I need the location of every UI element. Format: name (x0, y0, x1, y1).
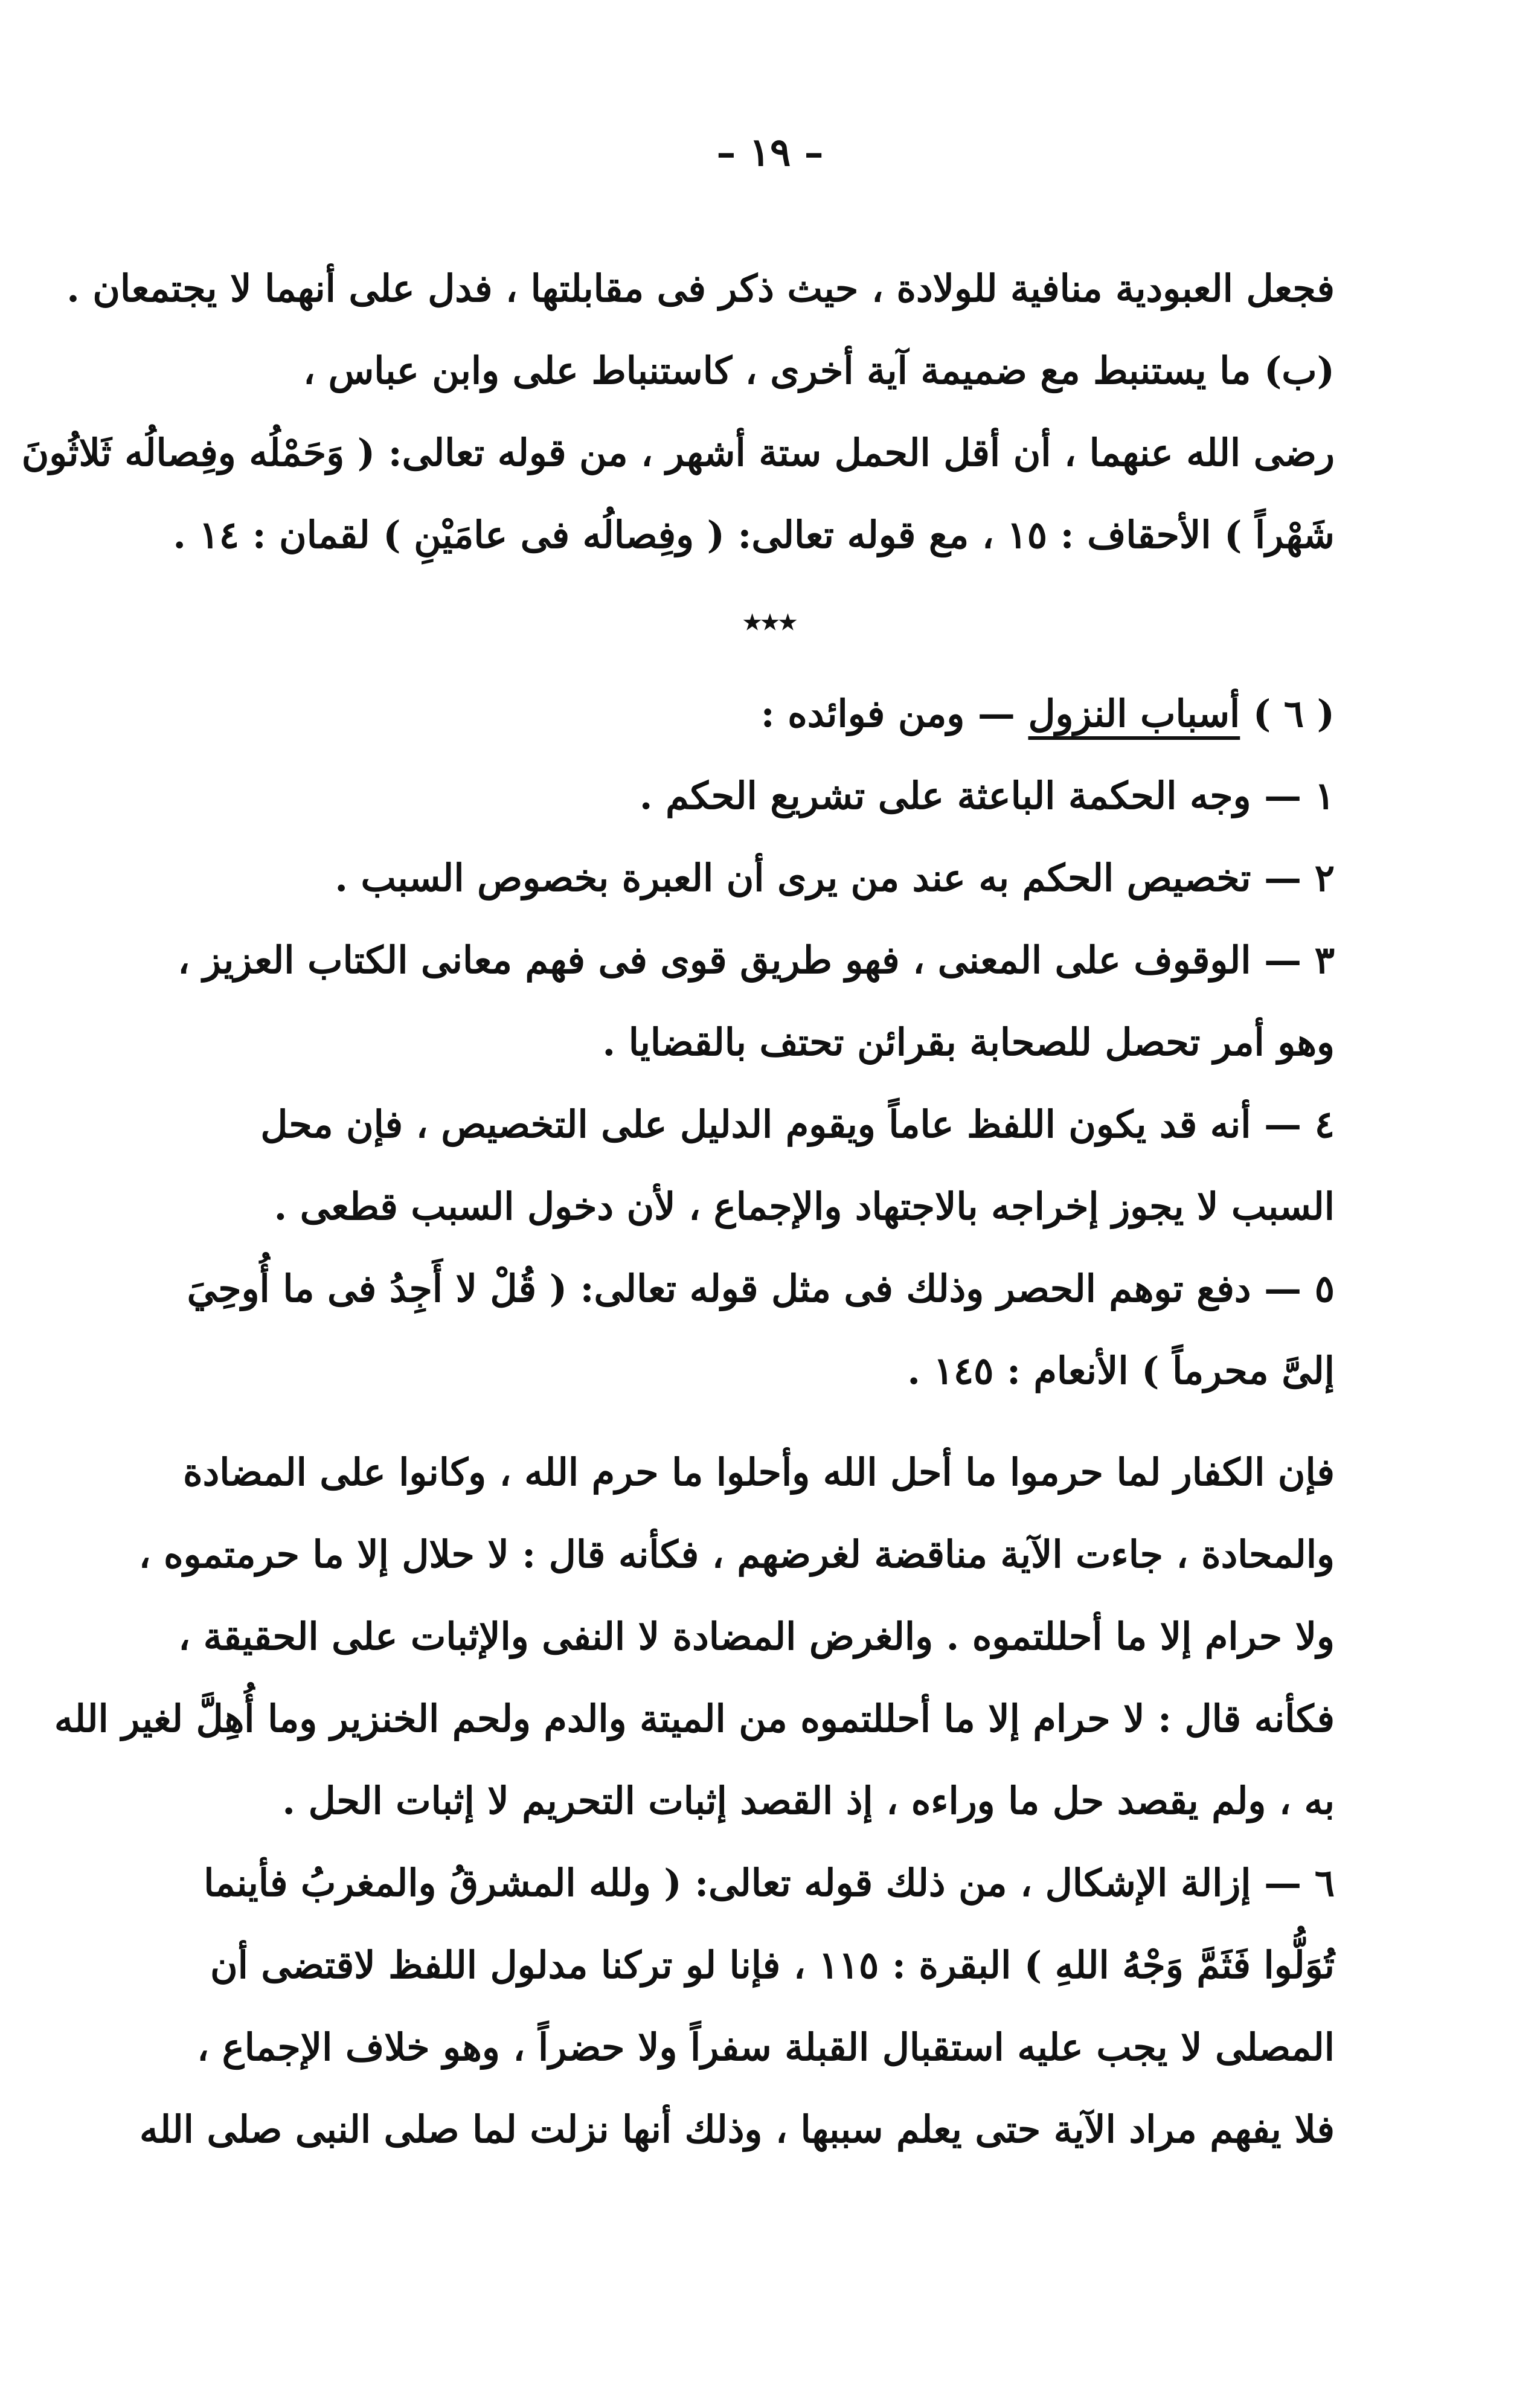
page-number: – ١٩ – (716, 130, 824, 175)
text-line: تُوَلُّوا فَثَمَّ وَجْهُ اللهِ ) البقرة : ١١٥ ، فإنا لو تركنا مدلول اللفظ لاقتضى أن (210, 1943, 1335, 1987)
list-item (139, 1842, 1335, 2171)
text-line: إلىَّ محرماً ) الأنعام : ١٤٥ . (907, 1349, 1335, 1393)
text-line: وهو أمر تحصل للصحابة بقرائن تحتف بالقضايا . (602, 1020, 1335, 1064)
text-line: والمحادة ، جاءت الآية مناقضة لغرضهم ، فكأنه قال : لا حلال إلا ما حرمتموه ، (138, 1532, 1335, 1576)
section-separator: ٭٭٭ (743, 602, 797, 640)
text-line: ٢ — تخصيص الحكم به عند من يرى أن العبرة بخصوص السبب . (335, 856, 1335, 900)
list-item (205, 1084, 1335, 1248)
text-line: فجعل العبودية منافية للولادة ، حيث ذكر فى مقابلتها ، فدل على أنهما لا يجتمعان . (66, 266, 1335, 310)
text-line: السبب لا يجوز إخراجه بالاجتهاد والإجماع ، لأن دخول السبب قطعى . (274, 1184, 1335, 1228)
section-subtitle: — ومن فوائده : (760, 692, 1015, 736)
text-line: ولا حرام إلا ما أحللتموه . والغرض المضادة لا النفى والإثبات على الحقيقة ، (178, 1614, 1335, 1659)
text-line: ١ — وجه الحكمة الباعثة على تشريع الحكم . (639, 774, 1335, 818)
text-line: فكأنه قال : لا حرام إلا ما أحللتموه من الميتة والدم ولحم الخنزير وما أُهِلَّ لغير الله (54, 1697, 1335, 1741)
explanation-paragraph (54, 1431, 1335, 1842)
list-item (178, 919, 1335, 1084)
list-item (187, 1248, 1335, 1412)
text-line: ٣ — الوقوف على المعنى ، فهو طريق قوى فى فهم معانى الكتاب العزيز ، (178, 938, 1335, 982)
text-line: ٦ — إزالة الإشكال ، من ذلك قوله تعالى: ( ولله المشرقُ والمغربُ فأينما (204, 1861, 1335, 1905)
opening-paragraph (21, 248, 1335, 576)
section-heading (205, 673, 1335, 755)
text-line: المصلى لا يجب عليه استقبال القبلة سفراً ولا حضراً ، وهو خلاف الإجماع ، (197, 2025, 1335, 2069)
page-body (21, 248, 1335, 2171)
section-number: ( ٦ ) (1253, 692, 1335, 736)
text-line: شَهْراً ) الأحقاف : ١٥ ، مع قوله تعالى: ( وفِصالُه فى عامَيْنِ ) لقمان : ١٤ . (173, 513, 1335, 557)
text-line: فإن الكفار لما حرموا ما أحل الله وأحلوا ما حرم الله ، وكانوا على المضادة (183, 1450, 1335, 1494)
text-line: ٥ — دفع توهم الحصر وذلك فى مثل قوله تعالى: ( قُلْ لا أَجِدُ فى ما أُوحِيَ (187, 1267, 1335, 1311)
text-line: به ، ولم يقصد حل ما وراءه ، إذ القصد إثبات التحريم لا إثبات الحل . (282, 1779, 1335, 1823)
list-item (205, 755, 1335, 837)
section-title: أسباب النزول (1028, 692, 1240, 736)
text-line: ٤ — أنه قد يكون اللفظ عاماً ويقوم الدليل على التخصيص ، فإن محل (260, 1102, 1335, 1146)
text-line: رضى الله عنهما ، أن أقل الحمل ستة أشهر ، من قوله تعالى: ( وَحَمْلُه وفِصالُه ثَلاثُونَ (21, 431, 1335, 475)
text-line: (ب) ما يستنبط مع ضميمة آية أخرى ، كاستنباط على وابن عباس ، (303, 348, 1335, 393)
list-item (205, 837, 1335, 919)
text-line: فلا يفهم مراد الآية حتى يعلم سببها ، وذلك أنها نزلت لما صلى النبى صلى الله (139, 2107, 1335, 2151)
